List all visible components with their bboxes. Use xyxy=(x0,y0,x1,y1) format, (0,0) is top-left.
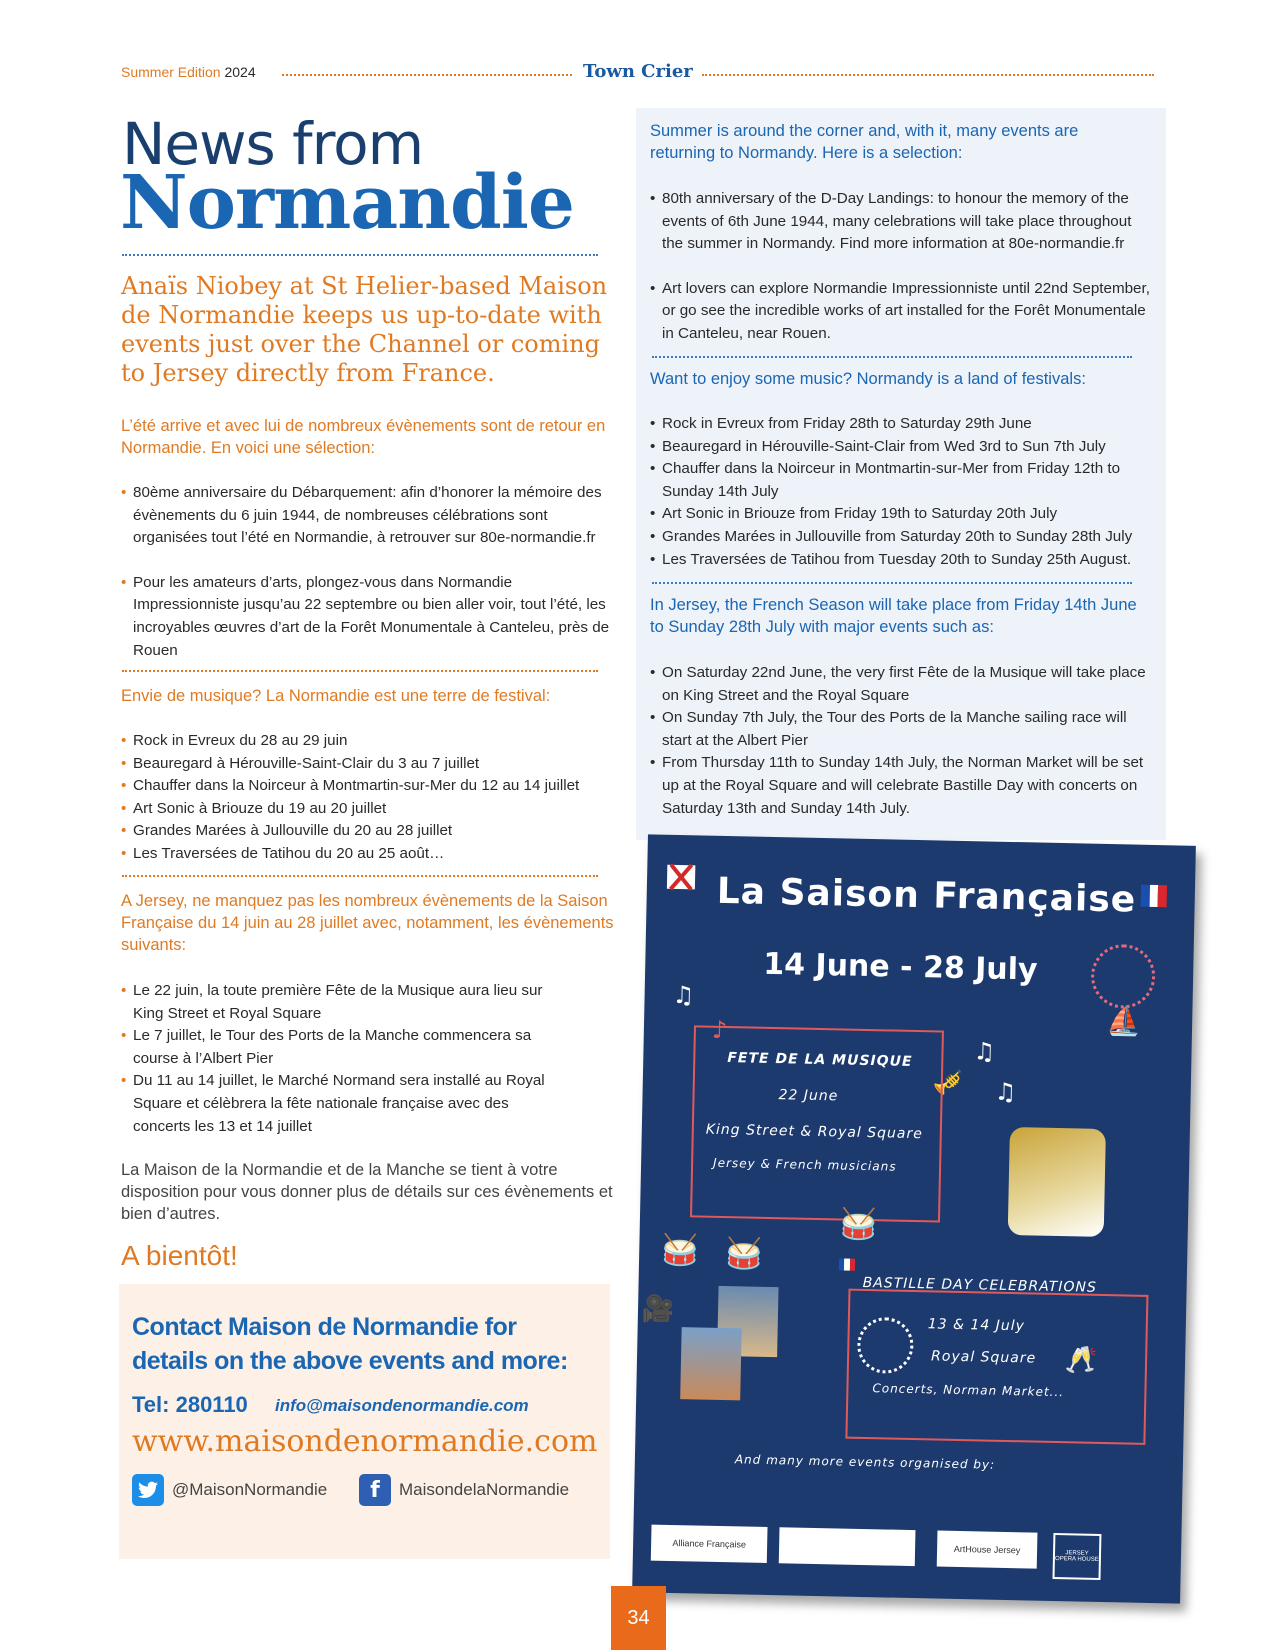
en-rule-2 xyxy=(652,582,1132,584)
normandie-logo xyxy=(779,1527,916,1566)
twitter-handle-text: @MaisonNormandie xyxy=(172,1480,328,1499)
title-rule xyxy=(122,254,598,256)
arthouse-logo: ArtHouse Jersey xyxy=(937,1531,1038,1569)
contact-email[interactable]: info@maisondenormandie.com xyxy=(275,1396,529,1415)
list-item: • Le 7 juillet, le Tour des Ports de la Manche commencera sa course à l’Albert Pier xyxy=(121,1025,551,1070)
french-flag-icon xyxy=(1141,885,1167,908)
en-list-1 xyxy=(650,188,1150,346)
film-poster-2 xyxy=(680,1327,741,1400)
list-item: • Beauregard à Hérouville-Saint-Clair du 3 au 7 juillet xyxy=(121,753,621,776)
title-line-2: Normandie xyxy=(120,160,574,246)
saison-francaise-poster xyxy=(640,840,1188,1598)
facebook-handle-text: MaisondelaNormandie xyxy=(399,1480,570,1499)
facebook-f-icon: f xyxy=(359,1474,391,1506)
box1-date: 22 June xyxy=(778,1087,839,1105)
fireworks-icon xyxy=(1090,944,1155,1009)
header-rule-right xyxy=(702,74,1154,76)
music-note-icon: ♪ xyxy=(711,1015,728,1045)
film-camera-icon: 🎥 xyxy=(641,1294,675,1325)
poster-title: La Saison Française xyxy=(716,870,1137,921)
list-item: • Chauffer dans la Noirceur in Montmartin-sur-Mer from Friday 12th to Sunday 14th July xyxy=(650,458,1150,503)
facebook-handle[interactable] xyxy=(359,1474,569,1506)
list-item: • Rock in Evreux du 28 au 29 juin xyxy=(121,730,621,753)
list-item: • On Sunday 7th July, the Tour des Ports de la Manche sailing race will start at the Albert Pier xyxy=(650,707,1155,752)
fr-lede-3: A Jersey, ne manquez pas les nombreux évènements de la Saison Française du 14 juin au 28 juillet avec, notamment, les évènements suivants: xyxy=(121,892,614,954)
list-item: • Chauffer dans la Noirceur à Montmartin-sur-Mer du 12 au 14 juillet xyxy=(121,775,621,798)
fr-list-3 xyxy=(121,980,551,1138)
list-item: • Beauregard in Hérouville-Saint-Clair from Wed 3rd to Sun 7th July xyxy=(650,436,1150,459)
drum-icon-3: 🥁 xyxy=(724,1236,763,1272)
guitar-icon: ♫ xyxy=(672,980,695,1010)
twitter-handle[interactable] xyxy=(132,1474,327,1506)
fr-lede-2: Envie de musique? La Normandie est une terre de festival: xyxy=(121,687,551,705)
drum-icon: 🥁 xyxy=(839,1206,878,1243)
music-notes-icon-2: ♫ xyxy=(994,1077,1017,1107)
page-number: 34 xyxy=(611,1586,666,1650)
contact-website[interactable]: www.maisondenormandie.com xyxy=(132,1424,598,1459)
contact-box xyxy=(119,1284,610,1559)
contact-heading: Contact Maison de Normandie for details on the above events and more: xyxy=(132,1313,568,1375)
poster-body xyxy=(632,834,1196,1603)
trumpet-icon: 🎺 xyxy=(932,1068,964,1097)
jersey-flag-icon xyxy=(667,865,695,890)
edition-label: Summer Edition 2024 xyxy=(121,64,256,80)
sailboat-icon: ⛵ xyxy=(1105,1003,1142,1038)
en-lede-3: In Jersey, the French Season will take place from Friday 14th June to Sunday 28th July with major events such as: xyxy=(650,596,1137,636)
title-line-1: News from xyxy=(122,110,424,178)
list-item: • Rock in Evreux from Friday 28th to Saturday 29th June xyxy=(650,413,1150,436)
fr-rule-1 xyxy=(122,670,598,672)
en-lede-1: Summer is around the corner and, with it, many events are returning to Normandy. Here is a selection: xyxy=(650,122,1079,162)
list-item: • 80ème anniversaire du Débarquement: afin d’honorer la mémoire des évènements du 6 juin 1944, de nombreuses célébrations sont organisées tout l’été en Normandie, à retrouver sur 80e-normandie.fr xyxy=(121,482,621,550)
alliance-francaise-logo: Alliance Française xyxy=(651,1525,768,1563)
list-item: • 80th anniversary of the D-Day Landings: to honour the memory of the events of 6th June 1944, many celebrations will take place throughout the summer in Normandy. Find more information at 80e-normandie.fr xyxy=(650,188,1150,256)
en-list-3 xyxy=(650,662,1155,820)
fr-list-1 xyxy=(121,482,621,662)
en-list-2 xyxy=(650,413,1150,571)
poster-footer: And many more events organised by: xyxy=(734,1452,996,1472)
list-item: • Art Sonic in Briouze from Friday 19th to Saturday 20th July xyxy=(650,503,1150,526)
list-item: • Grandes Marées à Jullouville du 20 au 28 juillet xyxy=(121,820,621,843)
signoff: A bientôt! xyxy=(121,1240,238,1271)
en-rule-1 xyxy=(652,356,1132,358)
list-item: • On Saturday 22nd June, the very first Fête de la Musique will take place on King Street and the Royal Square xyxy=(650,662,1155,707)
box1-note: Jersey & French musicians xyxy=(712,1155,897,1174)
list-item: • Grandes Marées in Jullouville from Saturday 20th to Sunday 28th July xyxy=(650,526,1150,549)
twitter-bird-icon xyxy=(132,1474,164,1506)
intro-paragraph: Anaïs Niobey at St Helier-based Maison de Normandie keeps us up-to-date with events just over the Channel or coming to Jersey directly from France. xyxy=(121,272,608,387)
list-item: • Art Sonic à Briouze du 19 au 20 juillet xyxy=(121,798,621,821)
box2-date: 13 & 14 July xyxy=(927,1316,1026,1335)
poster-dates: 14 June - 28 July xyxy=(762,946,1038,988)
drum-icon-2: 🥁 xyxy=(660,1232,700,1269)
edition-year: 2024 xyxy=(224,64,256,80)
box2-title: BASTILLE DAY CELEBRATIONS xyxy=(862,1274,1098,1296)
list-item: • Les Traversées de Tatihou from Tuesday 20th to Sunday 25th August. xyxy=(650,549,1150,572)
champagne-glasses-icon: 🥂 xyxy=(1064,1345,1098,1376)
box2-note: Concerts, Norman Market... xyxy=(872,1381,1065,1400)
closing-paragraph: La Maison de la Normandie et de la Manche se tient à votre disposition pour vous donner plus de détails sur ces évènements et bien d’autres. xyxy=(121,1161,613,1223)
list-item: • Les Traversées de Tatihou du 20 au 25 août… xyxy=(121,843,621,866)
en-lede-2: Want to enjoy some music? Normandy is a land of festivals: xyxy=(650,370,1086,388)
opera-house-logo: JERSEY OPERA HOUSE xyxy=(1052,1533,1101,1580)
box2-place: Royal Square xyxy=(930,1348,1037,1367)
fr-lede-1: L’été arrive et avec lui de nombreux évènements sont de retour en Normandie. En voici une sélection: xyxy=(121,417,606,457)
box1-place: King Street & Royal Square xyxy=(705,1121,923,1143)
fr-rule-2 xyxy=(122,875,598,877)
list-item: • Du 11 au 14 juillet, le Marché Normand sera installé au Royal Square et célèbrera la fête nationale française avec des concerts les 13 et 14 juillet xyxy=(121,1070,551,1138)
music-notes-icon: ♫ xyxy=(973,1037,996,1066)
publication-title: Town Crier xyxy=(583,61,693,82)
list-item: • Le 22 juin, la toute première Fête de la Musique aura lieu sur King Street et Royal Square xyxy=(121,980,551,1025)
header-rule-left xyxy=(282,74,572,76)
list-item: • Art lovers can explore Normandie Impressionniste until 22nd September, or go see the incredible works of art installed for the Forêt Monumentale in Canteleu, near Rouen. xyxy=(650,278,1150,346)
list-item: • From Thursday 11th to Sunday 14th July, the Norman Market will be set up at the Royal Square and will celebrate Bastille Day with concerts on Saturday 13th and Sunday 14th July. xyxy=(650,752,1155,820)
box1-title: FETE DE LA MUSIQUE xyxy=(727,1050,913,1070)
small-french-flag-icon xyxy=(839,1258,855,1270)
fr-list-2 xyxy=(121,730,621,866)
band-photo xyxy=(1008,1127,1106,1237)
contact-phone: Tel: 280110 xyxy=(132,1392,248,1417)
organiser-logos xyxy=(632,1524,1181,1595)
list-item: • Pour les amateurs d’arts, plongez-vous dans Normandie Impressionniste jusqu’au 22 septembre ou bien aller voir, tout l’été, les incroyables œuvres d’art de la Forêt Monumentale à Canteleu, près de Rouen xyxy=(121,572,621,662)
